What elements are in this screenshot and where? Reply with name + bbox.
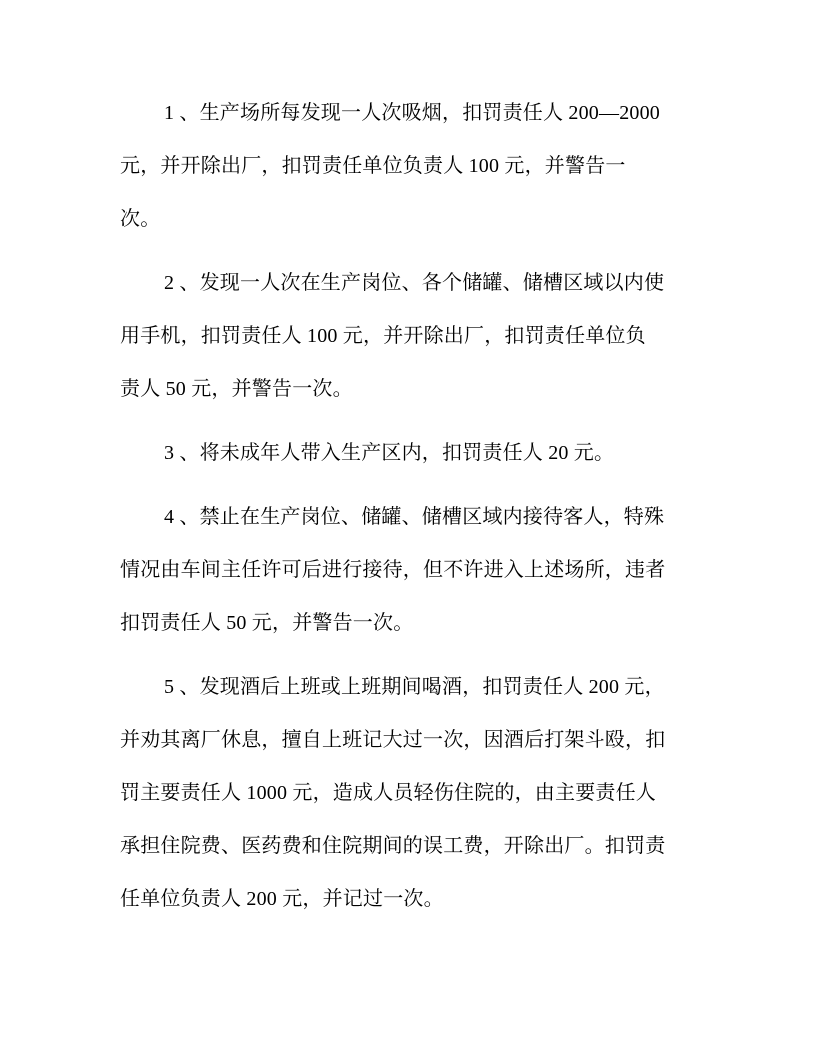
paragraph-line: 3 、将未成年人带入生产区内，扣罚责任人 20 元。 xyxy=(164,442,615,464)
paragraph-line: 扣罚责任人 50 元，并警告一次。 xyxy=(120,612,414,634)
paragraph-line: 元，并开除出厂，扣罚责任单位负责人 100 元，并警告一 xyxy=(120,155,626,177)
document-page xyxy=(120,94,700,944)
paragraph-line: 承担住院费、医药费和住院期间的误工费，开除出厂。扣罚责 xyxy=(120,835,666,857)
paragraph-line: 责人 50 元，并警告一次。 xyxy=(120,378,353,400)
paragraph-line: 次。 xyxy=(120,208,161,230)
paragraph-2 xyxy=(120,264,700,423)
paragraph-line: 4 、禁止在生产岗位、储罐、储槽区域内接待客人，特殊 xyxy=(164,506,665,528)
paragraph-5 xyxy=(120,668,700,933)
paragraph-line: 用手机，扣罚责任人 100 元，并开除出厂，扣罚责任单位负 xyxy=(120,325,646,347)
paragraph-1 xyxy=(120,94,700,253)
paragraph-3 xyxy=(120,434,700,487)
paragraph-line: 罚主要责任人 1000 元，造成人员轻伤住院的，由主要责任人 xyxy=(120,782,656,804)
paragraph-line: 情况由车间主任许可后进行接待，但不许进入上述场所，违者 xyxy=(120,559,666,581)
paragraph-line: 5 、发现酒后上班或上班期间喝酒，扣罚责任人 200 元， xyxy=(164,676,665,698)
paragraph-4 xyxy=(120,498,700,657)
paragraph-line: 1 、生产场所每发现一人次吸烟，扣罚责任人 200—2000 xyxy=(164,102,660,124)
paragraph-line: 任单位负责人 200 元，并记过一次。 xyxy=(120,888,444,910)
paragraph-line: 并劝其离厂休息，擅自上班记大过一次，因酒后打架斗殴，扣 xyxy=(120,729,666,751)
paragraph-line: 2 、发现一人次在生产岗位、各个储罐、储槽区域以内使 xyxy=(164,272,665,294)
